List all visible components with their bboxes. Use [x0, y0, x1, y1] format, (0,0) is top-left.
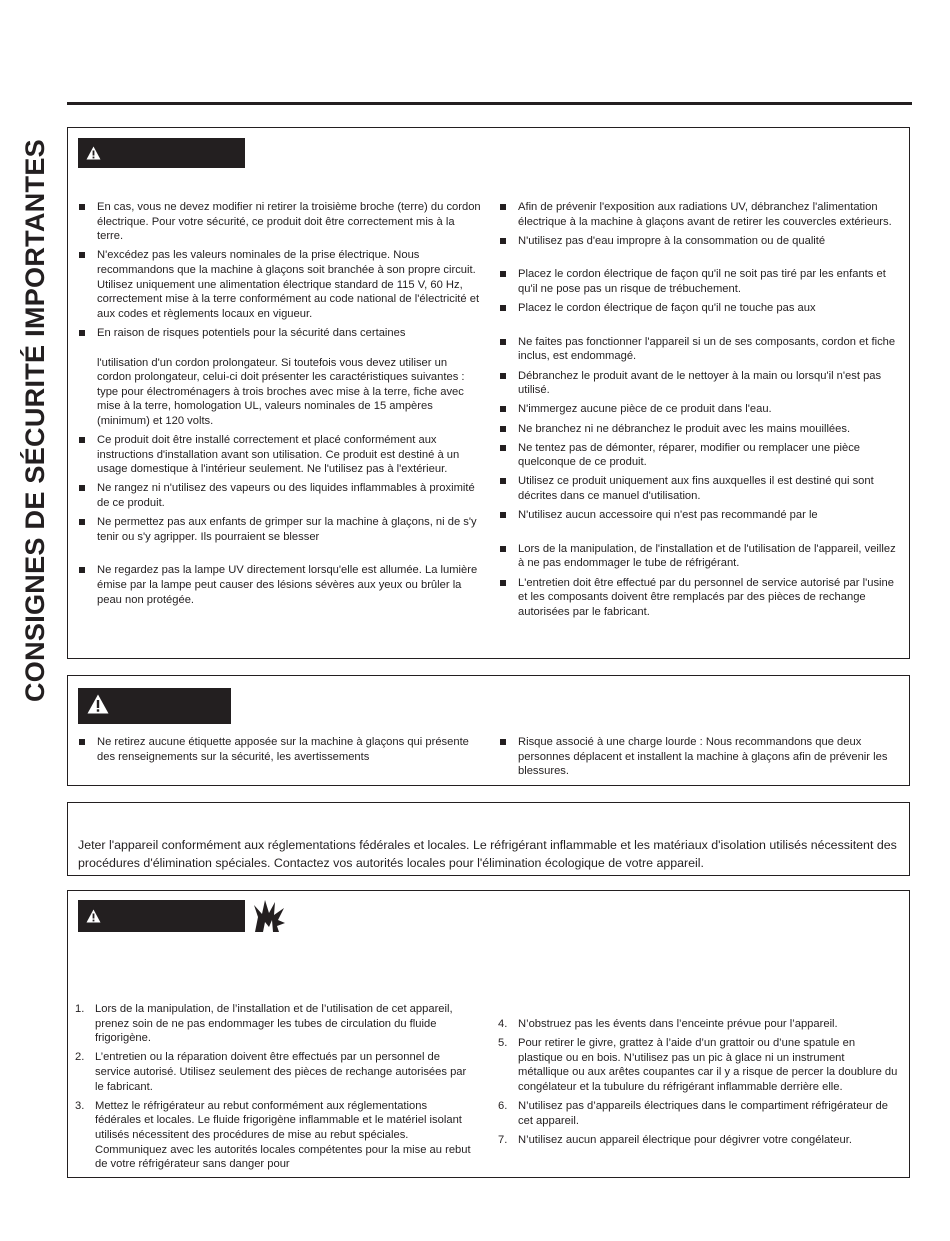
- box4-right-column: [498, 1017, 898, 1152]
- caution-label-bar: [78, 688, 231, 724]
- list-item: Ne rangez ni n'utilisez des vapeurs ou des liquides inflammables à proximité de ce produit.: [77, 481, 482, 510]
- warning-label-bar: [78, 138, 245, 168]
- list-item: Ne regardez pas la lampe UV directement lorsqu'elle est allumée. La lumière émise par la lampe peut causer des lésions sévères aux yeux ou brûler la peau non protégée.: [77, 563, 482, 607]
- disposal-box: [67, 802, 910, 876]
- list-item: Utilisez ce produit uniquement aux fins auxquelles il est destiné qui sont décrites dans ce manuel d'utilisation.: [498, 474, 898, 503]
- list-item: Placez le cordon électrique de façon qu'il ne soit pas tiré par les enfants et qu'il ne pose pas un risque de trébuchement.: [498, 267, 898, 296]
- list-item: N'utilisez pas d'eau impropre à la consommation ou de qualité: [498, 234, 898, 249]
- list-item: N'utilisez aucun accessoire qui n'est pas recommandé par le: [498, 508, 898, 523]
- list-item: 5. Pour retirer le givre, grattez à l’aide d’un grattoir ou d’une spatule en plastique ou en bois. N’utilisez pas un pic à glace ni un instrument métallique ou aux arêtes coupantes car il y a risque de percer la doublure du congélateur et la tubulure du réfrigérant inflammable derrière elle.: [498, 1037, 898, 1093]
- list-item: 6. N’utilisez pas d’appareils électriques dans le compartiment réfrigérateur de cet appareil.: [498, 1100, 888, 1127]
- list-item: 3. Mettez le réfrigérateur au rebut conformément aux réglementations fédérales et locales. Le fluide frigorigène inflammable et le matériel isolant utilisés nécessitent des procédures de mise au rebut spéciales. Communiquez avec les autorités locales compétentes pour la mise au rebut de votre réfrigérateur sans danger pour: [75, 1099, 471, 1171]
- list-item: Ne tentez pas de démonter, réparer, modifier ou remplacer une pièce quelconque de ce produit.: [498, 441, 898, 470]
- flammable-hazard-icon: [252, 899, 286, 933]
- box1-right-column: [498, 200, 898, 624]
- box2-right-column: [498, 735, 898, 783]
- warning-triangle-icon: [86, 146, 101, 160]
- list-item: Ne permettez pas aux enfants de grimper sur la machine à glaçons, ni de s'y tenir ou s'y agripper. Ils pourraient se blesser: [77, 515, 482, 544]
- header-rule: [67, 102, 912, 105]
- page-side-title: CONSIGNES DE SÉCURITÉ IMPORTANTES: [20, 139, 50, 702]
- list-item: En cas, vous ne devez modifier ni retirer la troisième broche (terre) du cordon électrique. Pour votre sécurité, ce produit doit être correctement mis à la terre.: [77, 200, 482, 244]
- list-item: Afin de prévenir l'exposition aux radiations UV, débranchez l'alimentation électrique à la machine à glaçons avant de retirer les couvercles extérieurs.: [498, 200, 898, 229]
- warning-triangle-icon: [87, 694, 109, 714]
- list-item: N'immergez aucune pièce de ce produit dans l'eau.: [498, 402, 898, 417]
- list-item: Risque associé à une charge lourde : Nous recommandons que deux personnes déplacent et installent la machine à glaçons afin de prévenir les blessures.: [498, 735, 898, 779]
- list-item: 7. N’utilisez aucun appareil électrique pour dégivrer votre congélateur.: [498, 1133, 852, 1146]
- list-item: Débranchez le produit avant de le nettoyer à la main ou lorsqu'il n'est pas utilisé.: [498, 369, 898, 398]
- caution-box: [67, 675, 910, 786]
- list-item: 1. Lors de la manipulation, de l’installation et de l’utilisation de cet appareil, prenez soin de ne pas endommager les tubes de circulation du fluide frigorigène.: [75, 1003, 453, 1045]
- disposal-text: Jeter l'appareil conformément aux réglementations fédérales et locales. Le réfrigérant inflammable et les matériaux d'isolation utilisés nécessitent des procédures d'élimination spéciales. Contactez vos autorités locales pour l'élimination écologique de votre appareil.: [78, 838, 897, 870]
- warning-triangle-icon: [86, 909, 101, 923]
- list-item: N'excédez pas les valeurs nominales de la prise électrique. Nous recommandons que la machine à glaçons soit branchée à son propre circuit. Utilisez uniquement une alimentation électrique standard de 115 V, 60 Hz, correctement mise à la terre conformément au code national de l'électricité et aux codes et règlements locaux en vigueur.: [77, 248, 482, 321]
- list-item: Ne faites pas fonctionner l'appareil si un de ses composants, cordon et fiche inclus, est endommagé.: [498, 335, 898, 364]
- list-item: Ne retirez aucune étiquette apposée sur la machine à glaçons qui présente des renseignements sur la sécurité, les avertissements: [77, 735, 482, 764]
- flammable-refrigerant-box: [67, 890, 910, 1178]
- list-item: 4. N’obstruez pas les évents dans l’enceinte prévue pour l’appareil.: [498, 1018, 838, 1030]
- list-item: Ce produit doit être installé correctement et placé conformément aux instructions d'installation avant son utilisation. Ce produit est destiné à un usage domestique à l'intérieur seulement. Ne l'utilisez pas à l'extérieur.: [77, 433, 482, 477]
- list-item: Ne branchez ni ne débranchez le produit avec les mains mouillées.: [498, 422, 898, 437]
- list-item: Placez le cordon électrique de façon qu'il ne touche pas aux: [498, 301, 898, 316]
- warning-box-general: [67, 127, 910, 659]
- box4-left-column: [75, 1002, 475, 1176]
- list-item: Lors de la manipulation, de l'installation et de l'utilisation de l'appareil, veillez à ne pas endommager le tube de réfrigérant.: [498, 542, 898, 571]
- box1-left-column: [77, 200, 482, 612]
- box2-left-column: [77, 735, 482, 769]
- list-item: 2. L’entretien ou la réparation doivent être effectués par un personnel de service autorisé. Utilisez seulement des pièces de rechange autorisées par le fabricant.: [75, 1051, 467, 1093]
- list-item: En raison de risques potentiels pour la sécurité dans certaines: [77, 326, 482, 341]
- list-item: L'entretien doit être effectué par du personnel de service autorisé par l'usine et les composants doivent être remplacés par des pièces de rechange autorisées par le fabricant.: [498, 576, 898, 620]
- warning-label-bar: [78, 900, 245, 932]
- list-item: l'utilisation d'un cordon prolongateur. Si toutefois vous devez utiliser un cordon prolongateur, celui-ci doit présenter les caractéristiques suivantes : type pour électroménagers à trois broches avec mise à la terre, fiche avec mise à la terre, homologation UL, valeurs nominales de 15 ampères (minimum) et 120 volts.: [97, 356, 465, 427]
